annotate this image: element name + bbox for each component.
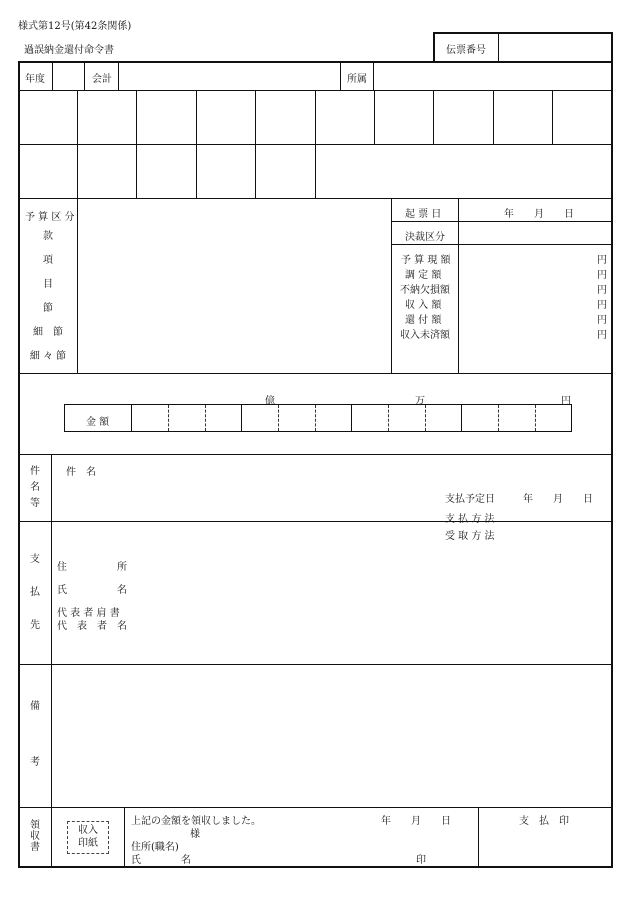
year-field[interactable]	[53, 63, 83, 89]
subject-side-2: 名	[30, 482, 40, 493]
payee-address-label: 住 所	[57, 562, 127, 573]
yen-unit-2: 円	[597, 270, 607, 281]
decision-field[interactable]	[459, 222, 611, 243]
budget-item-setsu: 節	[43, 303, 53, 314]
payee-rep-name-label: 代 表 者 名	[57, 621, 127, 632]
budget-item-saisaisetsu: 細 々 節	[29, 351, 67, 362]
payment-seal-area[interactable]	[479, 826, 611, 866]
amount-label-assessed: 調 定 額	[405, 270, 442, 281]
decision-label: 決裁区分	[405, 232, 445, 243]
yen-unit-5: 円	[597, 315, 607, 326]
budget-category-label: 予 算 区 分	[25, 212, 75, 223]
subject-name-field[interactable]	[110, 460, 430, 476]
receipt-addressee: 様	[190, 829, 200, 840]
amount-box[interactable]	[64, 404, 572, 432]
revenue-stamp-line1: 収入	[78, 825, 98, 836]
slip-number-label: 伝票番号	[446, 45, 486, 56]
amount-label-refund: 還 付 額	[405, 315, 442, 326]
yen-unit-3: 円	[597, 285, 607, 296]
receipt-side-1: 領	[30, 820, 40, 831]
amount-label-budget: 予 算 現 額	[401, 255, 451, 266]
payee-name-label: 氏 名	[57, 585, 127, 596]
remarks-side-1: 備	[30, 701, 40, 712]
draft-date-value[interactable]: 年 月 日	[504, 209, 574, 220]
payee-name-field[interactable]	[140, 578, 600, 594]
payment-seal-label: 支 払 印	[519, 816, 569, 827]
payee-side-3: 先	[30, 620, 40, 631]
receipt-statement: 上記の金額を領収しました。	[131, 816, 261, 827]
payment-date-label: 支払予定日	[445, 494, 495, 505]
budget-item-kan: 款	[43, 231, 53, 242]
form-title: 過誤納金還付命令書	[24, 45, 114, 56]
form-number: 様式第12号(第42条関係)	[18, 21, 132, 32]
budget-item-saisetsu: 細 節	[33, 327, 63, 338]
accounting-field[interactable]	[119, 63, 339, 89]
payee-address-field[interactable]	[140, 555, 600, 571]
receipt-side-2: 収	[30, 831, 40, 842]
draft-date-label: 起 票 日	[405, 209, 442, 220]
receipt-method-label: 受 取 方 法	[445, 531, 495, 542]
budget-item-kou: 項	[43, 255, 53, 266]
payment-date-value[interactable]: 年 月 日	[523, 494, 593, 505]
yen-unit-1: 円	[597, 255, 607, 266]
payment-method-label: 支 払 方 法	[445, 514, 495, 525]
payee-side-2: 払	[30, 587, 40, 598]
amount-label: 金 額	[86, 417, 110, 428]
unit-oku: 億	[265, 396, 275, 407]
department-field[interactable]	[374, 63, 611, 89]
remarks-field[interactable]	[52, 665, 611, 806]
accounting-label: 会計	[92, 74, 112, 85]
unit-man: 万	[415, 396, 425, 407]
yen-unit-4: 円	[597, 300, 607, 311]
receipt-address-label: 住所(職名)	[131, 842, 179, 853]
year-label: 年度	[25, 74, 45, 85]
amount-label-deficit: 不納欠損額	[400, 285, 450, 296]
payee-side-1: 支	[30, 554, 40, 565]
receipt-date[interactable]: 年 月 日	[381, 816, 451, 827]
revenue-stamp-line2: 印紙	[78, 838, 98, 849]
receipt-name-label: 氏 名	[131, 855, 191, 866]
receipt-seal: 印	[416, 855, 426, 866]
yen-unit-6: 円	[597, 330, 607, 341]
amount-label-income: 収 入 額	[405, 300, 442, 311]
amount-label-uncollected: 収入未済額	[400, 330, 450, 341]
revenue-stamp-box	[67, 821, 109, 854]
subject-name-label: 件 名	[66, 467, 96, 478]
budget-detail-field[interactable]	[78, 199, 390, 372]
unit-yen: 円	[561, 396, 571, 407]
payee-rep-title-label: 代 表 者 肩 書	[57, 608, 120, 619]
receipt-side-3: 書	[30, 842, 40, 853]
subject-side-3: 等	[30, 498, 40, 509]
budget-item-moku: 目	[43, 279, 53, 290]
subject-side-1: 件	[30, 466, 40, 477]
remarks-side-2: 考	[30, 757, 40, 768]
department-label: 所属	[347, 74, 367, 85]
slip-number-value[interactable]	[505, 41, 605, 55]
